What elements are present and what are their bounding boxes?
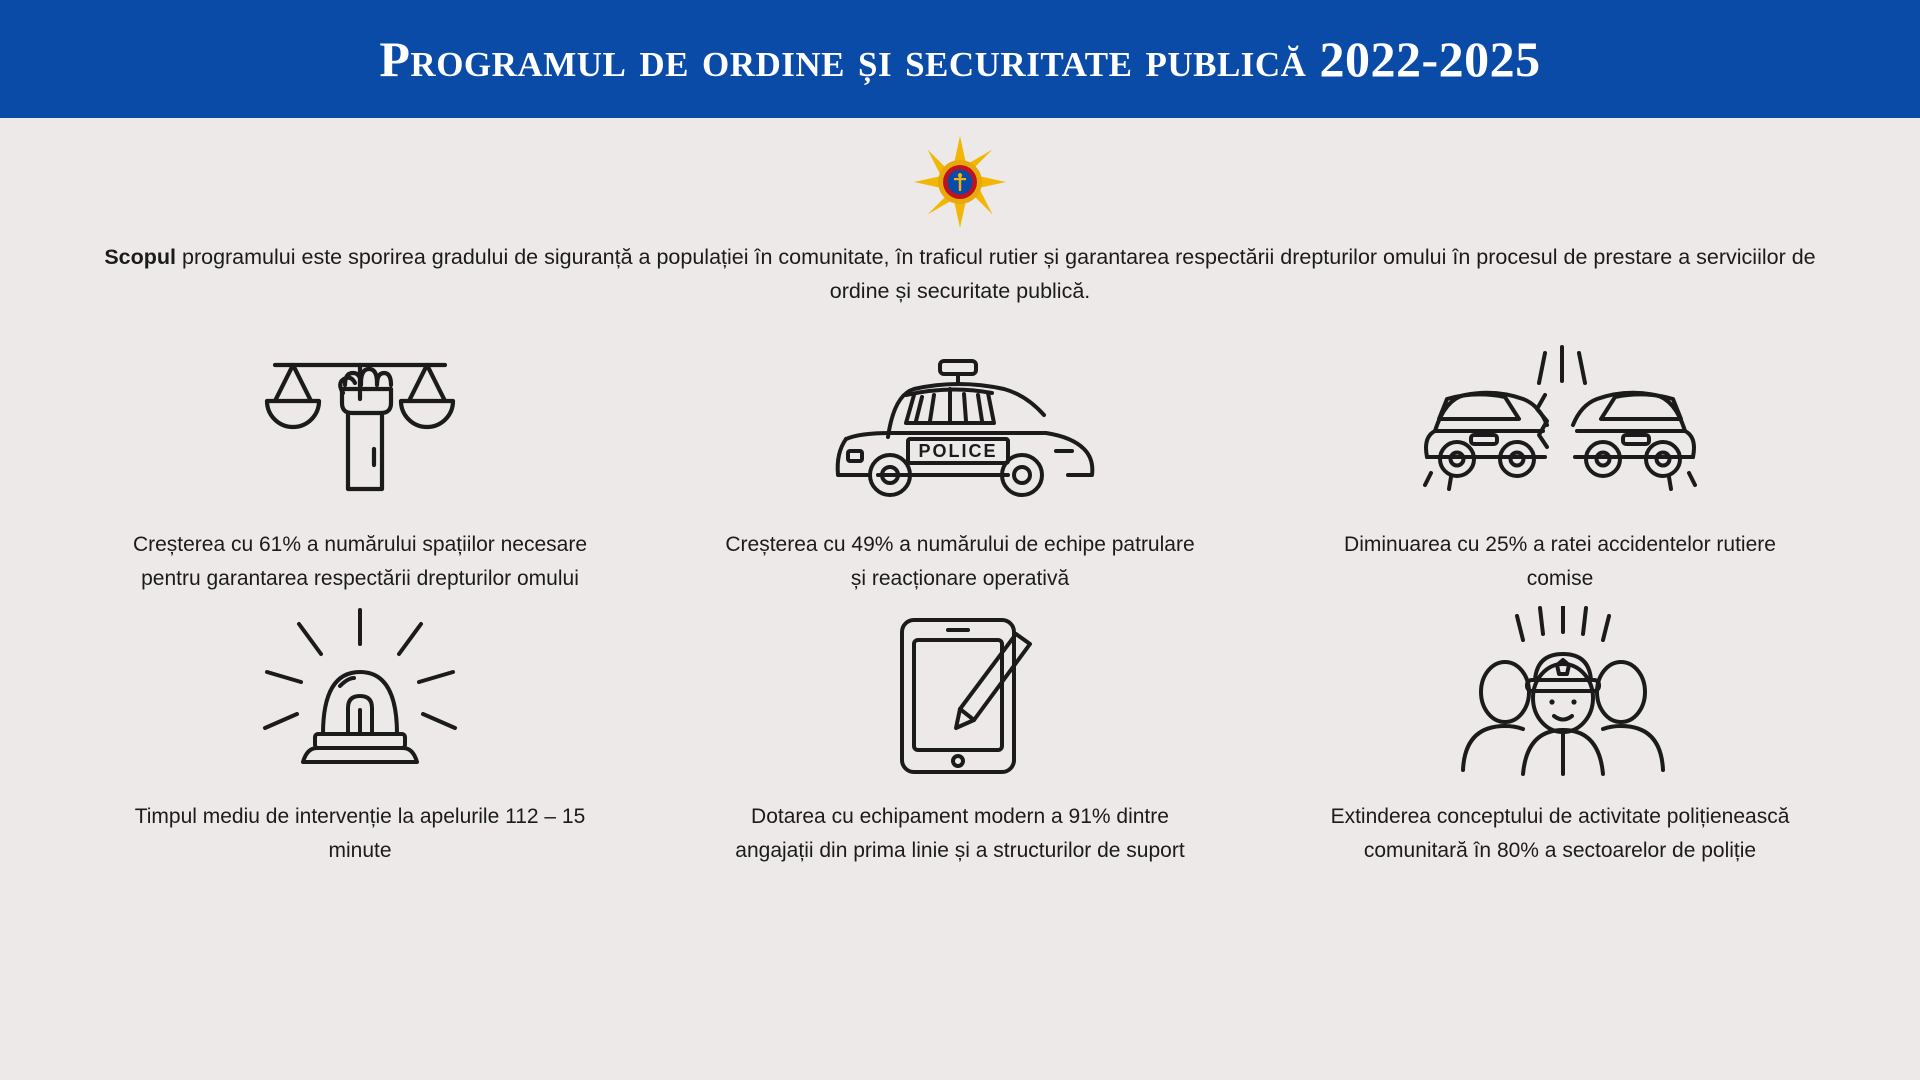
objective-caption: Dotarea cu echipament modern a 91% dintre angajații din prima linie și a structurilor de suport bbox=[735, 805, 1185, 862]
scope-paragraph bbox=[80, 240, 1840, 308]
objective-caption: Creșterea cu 61% a numărului spațiilor necesare pentru garantarea respectării drepturilor omului bbox=[132, 533, 588, 590]
police-star-emblem bbox=[912, 134, 1008, 230]
objective-caption: Extinderea conceptului de activitate polițienească comunitară în 80% a sectoarelor de poliție bbox=[1330, 805, 1790, 862]
objective-item bbox=[60, 334, 660, 596]
scope-text: programului este sporirea gradului de siguranță a populației în comunitate, în traficul rutier și garantarea respectării drepturilor omului în procesul de prestare a serviciilor de ordine și securitate publică. bbox=[176, 245, 1816, 303]
emblem-container bbox=[0, 134, 1920, 230]
objective-item bbox=[1260, 606, 1860, 868]
page-title: Programul de ordine și securitate publică 2022-2025 bbox=[379, 31, 1541, 87]
scope-lead: Scopul bbox=[104, 245, 177, 269]
siren-light-icon bbox=[245, 606, 475, 786]
objective-item bbox=[660, 606, 1260, 868]
objective-caption: Creșterea cu 49% a numărului de echipe patrulare și reacționare operativă bbox=[725, 533, 1195, 590]
objective-item bbox=[60, 606, 660, 868]
svg-text:POLICE: POLICE bbox=[918, 441, 998, 461]
objective-caption: Diminuarea cu 25% a ratei accidentelor rutiere comise bbox=[1344, 533, 1776, 590]
objective-item bbox=[660, 334, 1260, 596]
objective-caption: Timpul mediu de intervenție la apelurile 112 – 15 minute bbox=[134, 805, 586, 862]
header-bar bbox=[0, 0, 1920, 118]
tablet-stylus-icon bbox=[860, 606, 1060, 786]
police-car-icon bbox=[810, 334, 1110, 514]
objective-item bbox=[1260, 334, 1860, 596]
car-crash-icon bbox=[1405, 334, 1715, 514]
objectives-grid bbox=[0, 334, 1920, 868]
scales-fist-icon bbox=[245, 334, 475, 514]
police-officer-community-icon bbox=[1435, 606, 1685, 786]
